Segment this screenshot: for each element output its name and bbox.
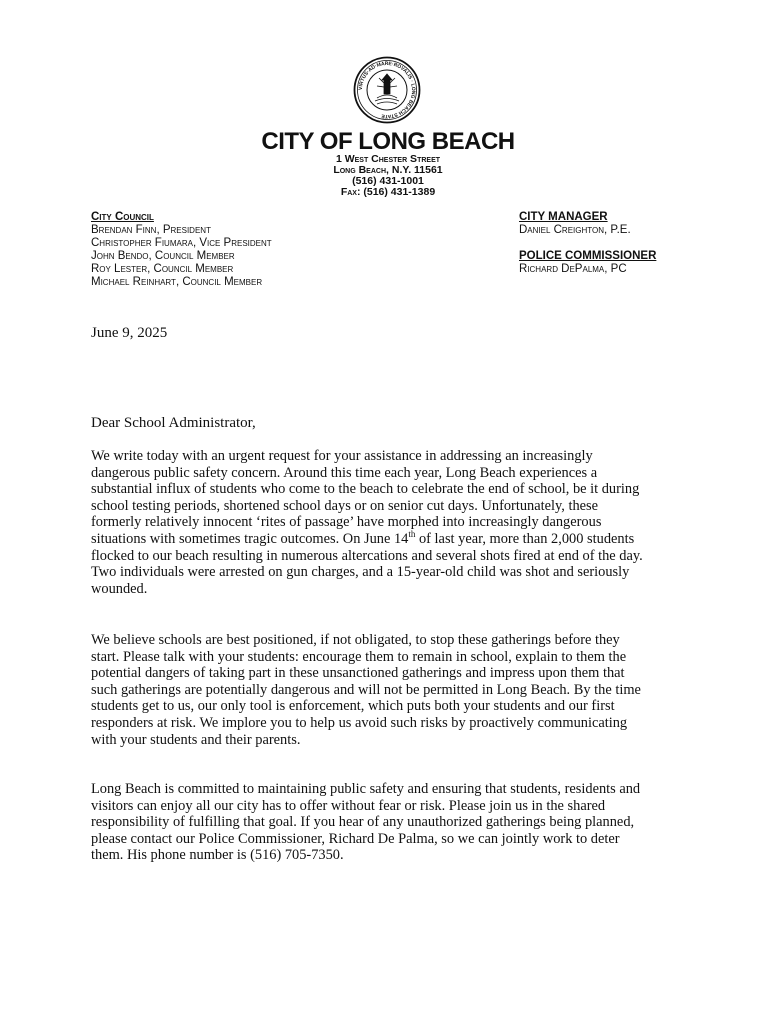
city-manager-name: Daniel Creighton, P.E. [519, 224, 631, 236]
text-line: school testing periods, shortened school days or on senior cut days. Unfortunately, these [91, 497, 599, 514]
text-line: potential dangers of taking part in these unsanctioned gatherings and impress upon them that [91, 665, 625, 682]
ordinal-suffix: th [408, 528, 416, 539]
council-member: Michael Reinhart, Council Member [91, 276, 263, 288]
text-line: wounded. [91, 580, 148, 597]
text-line: formerly relatively innocent ‘rites of passage’ have morphed into increasingly dangerous [91, 514, 602, 531]
council-member: John Bendo, Council Member [91, 250, 235, 262]
text-line: them. His phone number is (516) 705-7350. [91, 847, 344, 864]
text-line: visitors can enjoy all our city has to offer without fear or risk. Please join us in the shared [91, 797, 606, 814]
council-member: Roy Lester, Council Member [91, 263, 234, 275]
address-city: Long Beach, N.Y. 11561 [333, 164, 443, 176]
text-line: We write today with an urgent request for your assistance in addressing an increasingly [91, 448, 593, 464]
phone-number: (516) 431-1001 [352, 175, 424, 187]
text-line: Two individuals were arrested on gun charges, and a 15-year-old child was shot and seriously [91, 564, 630, 581]
paragraph-3 [91, 781, 691, 864]
text-line: dangerous public safety concern. Around this time each year, Long Beach experiences a [91, 464, 598, 481]
text-line: please contact our Police Commissioner, Richard De Palma, so we can jointly work to deter [91, 830, 620, 847]
text-line: start. Please talk with your students: encourage them to remain in school, explain to them the [91, 648, 627, 665]
paragraph-2 [91, 632, 691, 748]
council-member: Christopher Fiumara, Vice President [91, 237, 272, 249]
text-line: students get to us, our only tool is enforcement, which puts both your students and our first [91, 698, 615, 715]
police-commissioner-heading: POLICE COMMISSIONER [519, 250, 657, 262]
text-line: with your students and their parents. [91, 731, 301, 748]
text-line: We believe schools are best positioned, if not obligated, to stop these gatherings before they [91, 632, 620, 648]
seal-emblem-icon [375, 74, 399, 104]
city-name: CITY OF LONG BEACH [261, 128, 515, 155]
seal-text: VIRTUS·AD·MARE·ROVALIS · LONG BEACH STATE [357, 60, 417, 120]
police-commissioner-name: Richard DePalma, PC [519, 263, 627, 275]
city-seal [353, 56, 421, 124]
text-line [91, 528, 691, 548]
council-member: Brendan Finn, President [91, 224, 211, 236]
address-street: 1 West Chester Street [335, 153, 441, 165]
letter-date: June 9, 2025 [91, 325, 168, 341]
city-manager-heading: CITY MANAGER [519, 211, 608, 223]
fax-number: Fax: (516) 431-1389 [340, 186, 436, 198]
text-line: substantial influx of students who come to the beach to celebrate the end of school, be it during [91, 481, 640, 498]
text-segment: situations with sometimes tragic outcomes. On June 14 [91, 530, 409, 547]
text-line: responsibility of fulfilling that goal. If you hear of any unauthorized gatherings being planned, [91, 814, 635, 831]
council-heading: City Council [91, 211, 154, 223]
text-line: such gatherings are potentially dangerous and will not be permitted in Long Beach. By the time [91, 681, 641, 698]
text-segment: of last year, more than 2,000 students [415, 530, 635, 547]
text-line: flocked to our beach resulting in numerous altercations and several shots fired at end of the day. [91, 547, 643, 564]
salutation: Dear School Administrator, [91, 415, 256, 431]
text-line: Long Beach is committed to maintaining public safety and ensuring that students, residents and [91, 781, 641, 797]
paragraph-1 [91, 448, 691, 597]
text-line: responders at risk. We implore you to help us avoid such risks by proactively communicating [91, 714, 628, 731]
